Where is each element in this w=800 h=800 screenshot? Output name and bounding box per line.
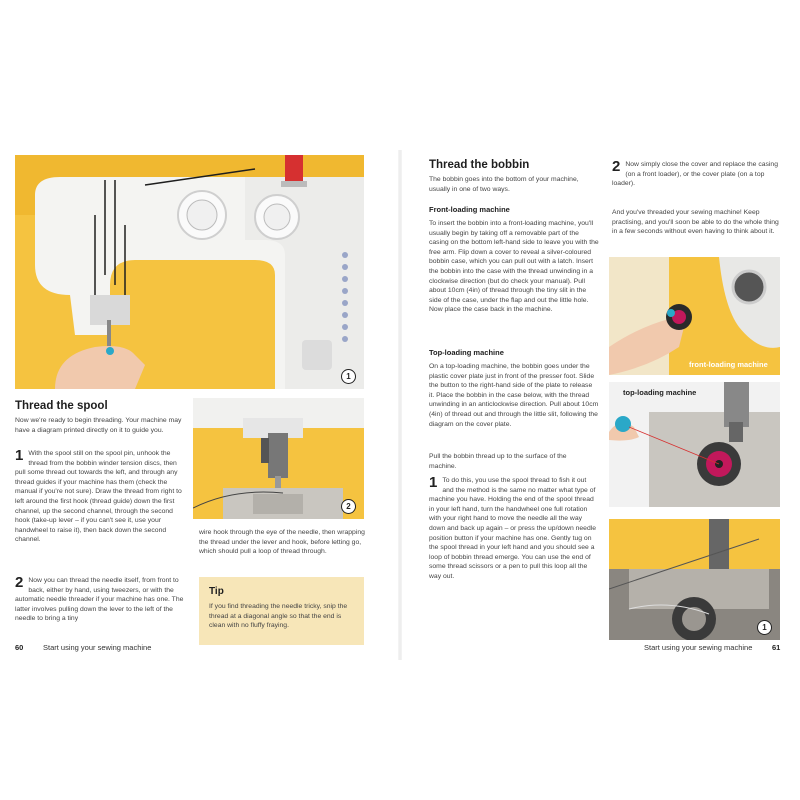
step-number: 1 (429, 474, 438, 491)
step-text: Now simply close the cover and replace the casing (on a front loader), or the cover plate (on a top loader). (612, 161, 778, 188)
closing-text: And you've threaded your sewing machine! Keep practising, and you'll soon be able to do the whole thing in a few seconds without even having to think about it. (612, 209, 779, 236)
tip-box (199, 577, 364, 645)
intro-text: The bobbin goes into the bottom of your machine, usually in one of two ways. (429, 176, 579, 193)
page-number: 60 (15, 643, 24, 652)
needle-closeup-photo (193, 398, 364, 519)
front-loading-text: To insert the bobbin into a front-loading machine, you'll usually begin by taking off a removable part of the casing on the bottom left-hand side to leave you with the free arm. Flip down a cover to reveal a silver-coloured bobbin case, which you can pull out with a latch. Insert the bobbin into the case with the thread unwinding in a clockwise direction (but do check your manual). Pull about 10cm (4in) of thread through the tiny slit in the side of the case, under the flap and out the little hole. Now place the case back in the machine. (429, 220, 599, 314)
right-page (400, 0, 800, 800)
photo-number-badge: 1 (341, 369, 356, 384)
front-loading-bobbin-photo (609, 257, 780, 375)
running-footer: Start using your sewing machine (644, 643, 753, 652)
front-loading-heading: Front-loading machine (429, 205, 510, 214)
page-number: 61 (772, 643, 781, 652)
step-text: With the spool still on the spool pin, unhook the thread from the bobbin winder tension discs, then pull some thread out towards the left, and through any thread guides if your machine has them (check the manual if you're not sure). Draw the thread from right to left around the first hook (thread guide) down the first channel, up the second channel, through the second hook (take-up lever – if you can't see it, use your handwheel to raise it), then back down the second channel. (15, 450, 182, 544)
step-1 (429, 476, 599, 582)
section-title: Thread the bobbin (429, 159, 530, 171)
sewing-machine-threading-photo (15, 155, 364, 389)
photo-caption: top-loading machine (623, 388, 697, 397)
step-2 (612, 160, 782, 189)
tip-text: If you find threading the needle tricky, snip the thread at a diagonal angle so that the end is clean with no fluffy fraying. (209, 603, 348, 630)
step-1 (15, 449, 185, 545)
section-title: Thread the spool (15, 400, 108, 412)
photo-number-badge: 1 (757, 620, 772, 635)
photo-number-badge: 2 (341, 499, 356, 514)
running-footer: Start using your sewing machine (43, 643, 152, 652)
step-2 (15, 576, 185, 624)
intro-text: Now we're ready to begin threading. Your machine may have a diagram printed directly on it to guide you. (15, 417, 182, 434)
step-text: To do this, you use the spool thread to fish it out and the method is the same no matter what type of machine you have. Holding the end of the spool thread in your left hand, turn the handwheel one full rotation with your right hand to move the needle all the way down and back up again – or press the up/down needle position button if your machine has one. Gently tug on the spool thread in your left hand and you should see a loop of bobbin thread emerge. You can use the end of some thread scissors or a pen to pull this loop all the way out. (429, 477, 597, 580)
photo-caption: front-loading machine (689, 360, 768, 369)
step-number: 1 (15, 447, 24, 464)
tip-title: Tip (209, 586, 224, 597)
step-text: Now you can thread the needle itself, from front to back, either by hand, using tweezers, or with the automatic needle threader if your machine has one. The latter involves pulling down the lever to the left of the needle to bring a tiny (15, 577, 184, 623)
step-number: 2 (15, 574, 24, 591)
pull-up-text: Pull the bobbin thread up to the surface of the machine. (429, 453, 567, 470)
top-loading-text: On a top-loading machine, the bobbin goes under the plastic cover plate just in front of the presser foot. Slide the button to the right-hand side of the plate to release it. Place the bobbin in the case below, with the thread unwinding in an anticlockwise direction. Pull about 10cm (4in) of thread out and through the little slit, following the diagram on the cover plate. (429, 363, 599, 428)
top-loading-heading: Top-loading machine (429, 348, 504, 357)
step-number: 2 (612, 158, 621, 175)
bobbin-loop-photo (609, 519, 780, 640)
top-loading-bobbin-photo (609, 382, 780, 507)
continued-text: wire hook through the eye of the needle, then wrapping the thread under the lever and hook, before letting go, which should pull a loop of thread through. (199, 529, 365, 556)
